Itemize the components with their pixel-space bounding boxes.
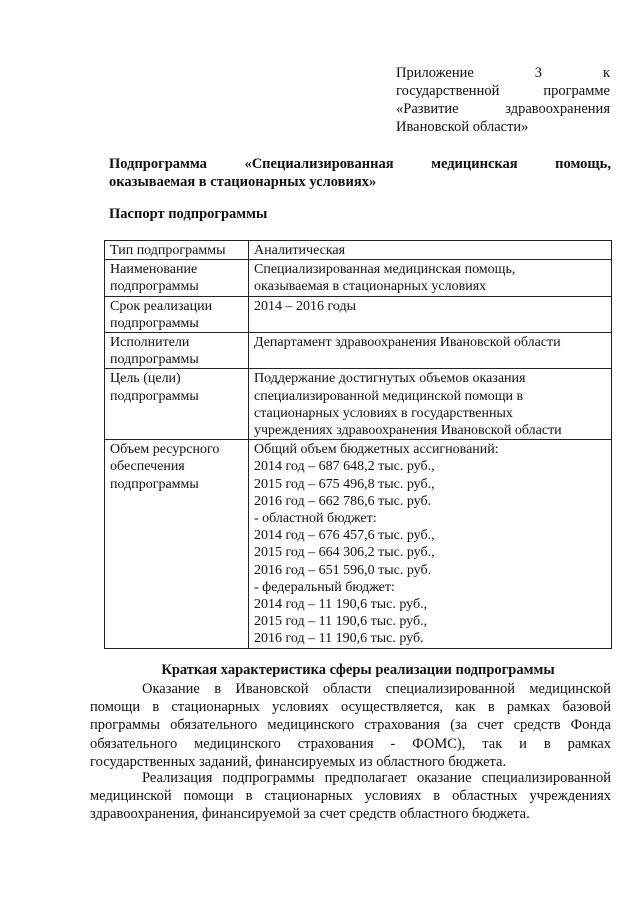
paragraph-line: [90, 735, 611, 753]
passport-value-line: Департамент здравоохранения Ивановской области: [254, 335, 561, 351]
passport-row: [105, 333, 612, 369]
passport-label-line: Тип подпрограммы: [110, 243, 226, 258]
subprogram-title: [109, 155, 611, 191]
passport-value-line: Специализированная медицинская помощь,: [254, 262, 516, 278]
title-word: «Специализированная: [244, 156, 394, 172]
paragraph-word: и: [519, 735, 527, 752]
paragraph-word: обязательного: [90, 735, 178, 752]
passport-label-cell: [105, 296, 249, 332]
paragraph-last-line: государственных заданий, финансируемых из областного бюджета.: [90, 753, 507, 770]
passport-value-line: 2014 – 2016 годы: [254, 298, 357, 314]
passport-value-cell: [249, 440, 612, 648]
passport-label-cell: [105, 241, 249, 260]
passport-value-line: 2015 год – 675 496,8 тыс. руб.,: [254, 476, 435, 492]
appendix-word: «Развитие: [396, 101, 459, 117]
paragraph-word: рамках: [506, 699, 551, 716]
paragraph-word: медицинского: [194, 735, 281, 752]
paragraph-word: программы: [90, 717, 160, 734]
passport-value-line: Поддержание достигнутых объемов оказания: [254, 371, 526, 387]
passport-value-line: 2016 год – 11 190,6 тыс. руб.: [254, 631, 424, 647]
paragraph-word: области: [322, 681, 372, 697]
paragraph-word: (за: [450, 717, 468, 734]
paragraph-word: так: [482, 735, 503, 752]
paragraph-word: Оказание: [142, 681, 200, 697]
paragraph-word: предполагает: [324, 770, 407, 786]
title-word: помощь,: [555, 156, 611, 172]
passport-row: [105, 296, 612, 332]
paragraph-2: [90, 769, 611, 824]
paragraph-word: в: [433, 788, 441, 805]
passport-value-cell: [249, 241, 612, 260]
paragraph-last-line: здравоохранения, финансируемой за счет средств областного бюджета.: [90, 806, 530, 823]
passport-label-line: подпрограммы: [110, 279, 199, 295]
passport-value-line: специализированной медицинской помощи в: [254, 388, 524, 404]
title-word: медицинская: [431, 156, 518, 172]
passport-value-line: учреждениях здравоохранения Ивановской области: [254, 423, 562, 439]
paragraph-word: оказание: [416, 770, 472, 786]
passport-label-line: подпрограммы: [110, 352, 199, 368]
appendix-word: 3: [534, 65, 543, 81]
appendix-line-3: [396, 100, 610, 118]
passport-label-line: Наименование: [110, 262, 198, 278]
paragraph-line: [90, 716, 611, 734]
paragraph-word: Реализация: [142, 770, 213, 786]
passport-value-line: 2014 год – 687 648,2 тыс. руб.,: [254, 459, 435, 475]
passport-label-cell: [105, 260, 249, 296]
passport-value-line: стационарных условиях в государственных: [254, 405, 513, 421]
passport-label-line: подпрограммы: [110, 388, 199, 404]
passport-row: [105, 241, 612, 260]
paragraph-word: подпрограммы: [222, 770, 315, 786]
passport-label-cell: [105, 369, 249, 440]
passport-value-cell: [249, 260, 612, 296]
passport-label-line: Объем ресурсного: [110, 442, 220, 458]
appendix-line-1: [396, 64, 610, 82]
paragraph-line: [90, 787, 611, 805]
paragraph-word: стационарных: [171, 699, 260, 716]
paragraph-word: базовой: [562, 699, 611, 716]
passport-value-line: - областной бюджет:: [254, 511, 377, 527]
paragraph-word: специализированной: [481, 770, 611, 786]
passport-table: [104, 240, 612, 649]
passport-label-line: Исполнители: [110, 335, 190, 351]
passport-value-cell: [249, 369, 612, 440]
paragraph-word: ФОМС),: [412, 735, 466, 752]
passport-row: [105, 369, 612, 440]
passport-value-line: 2016 год – 662 786,6 тыс. руб.: [254, 493, 432, 509]
passport-value-line: Общий объем бюджетных ассигнований:: [254, 442, 499, 458]
passport-value-line: Аналитическая: [254, 243, 346, 258]
passport-label-line: Цель (цели): [110, 371, 181, 387]
appendix-line-4: Ивановской области»: [396, 119, 529, 135]
passport-row: [105, 260, 612, 296]
appendix-word: государственной: [396, 83, 500, 99]
paragraph-word: в: [152, 699, 160, 716]
paragraph-word: счет: [477, 717, 504, 734]
passport-label-line: подпрограммы: [110, 476, 199, 492]
paragraph-word: медицинской: [529, 681, 611, 697]
passport-label-cell: [105, 440, 249, 648]
passport-label-line: подпрограммы: [110, 315, 199, 331]
passport-value-line: оказываемая в стационарных условиях: [254, 279, 487, 295]
paragraph-word: -: [390, 735, 396, 752]
paragraph-word: учреждениях: [529, 788, 611, 805]
passport-value-cell: [249, 296, 612, 332]
paragraph-word: в: [214, 681, 222, 697]
passport-value-line: 2014 год – 11 190,6 тыс. руб.,: [254, 597, 428, 613]
paragraph-word: специализированной: [385, 681, 515, 697]
passport-heading: Паспорт подпрограммы: [109, 206, 268, 222]
subprogram-title-line-2: оказываемая в стационарных условиях»: [109, 174, 377, 190]
appendix-word: Приложение: [396, 65, 474, 81]
passport-label-line: обеспечения: [110, 459, 185, 475]
paragraph-word: областных: [452, 788, 518, 805]
paragraph-word: стационарных: [264, 788, 353, 805]
paragraph-line: [90, 769, 611, 787]
passport-value-line: 2015 год – 11 190,6 тыс. руб.,: [254, 614, 428, 630]
appendix-word: к: [602, 65, 610, 81]
passport-row: [105, 440, 612, 648]
appendix-word: программе: [543, 83, 610, 99]
paragraph-word: как: [455, 699, 476, 716]
paragraph-word: в: [543, 735, 551, 752]
passport-label-line: Срок реализации: [110, 298, 213, 314]
section-heading: Краткая характеристика сферы реализации подпрограммы: [161, 662, 555, 678]
passport-table-body: [105, 241, 612, 649]
paragraph-word: страхования: [364, 717, 441, 734]
paragraph-word: помощи: [183, 788, 234, 805]
paragraph-word: медицинского: [267, 717, 355, 734]
paragraph-word: Фонда: [570, 717, 611, 734]
passport-value-line: 2015 год – 664 306,2 тыс. руб.,: [254, 545, 435, 561]
paragraph-word: медицинской: [90, 788, 172, 805]
passport-value-cell: [249, 333, 612, 369]
paragraph-word: обязательного: [170, 717, 258, 734]
paragraph-word: осуществляется,: [340, 699, 444, 716]
paragraph-word: страхования: [297, 735, 374, 752]
paragraph-word: средств: [513, 717, 561, 734]
paragraph-1: [90, 680, 611, 771]
passport-value-line: - федеральный бюджет:: [254, 579, 395, 595]
appendix-line-2: [396, 82, 610, 100]
paragraph-word: помощи: [90, 699, 141, 716]
paragraph-line: [90, 698, 611, 716]
passport-value-line: 2016 год – 651 596,0 тыс. руб.: [254, 562, 432, 578]
passport-label-cell: [105, 333, 249, 369]
paragraph-word: в: [245, 788, 253, 805]
paragraph-word: рамках: [567, 735, 611, 752]
title-word: Подпрограмма: [109, 156, 207, 172]
paragraph-word: Ивановской: [235, 681, 309, 697]
appendix-note: [396, 64, 610, 136]
paragraph-word: условиях: [364, 788, 422, 805]
appendix-word: здравоохранения: [505, 101, 610, 117]
subprogram-title-line-1: [109, 155, 611, 173]
paragraph-word: условиях: [272, 699, 329, 716]
passport-value-line: 2014 год – 676 457,6 тыс. руб.,: [254, 528, 435, 544]
paragraph-word: в: [487, 699, 495, 716]
paragraph-line: [90, 680, 611, 698]
